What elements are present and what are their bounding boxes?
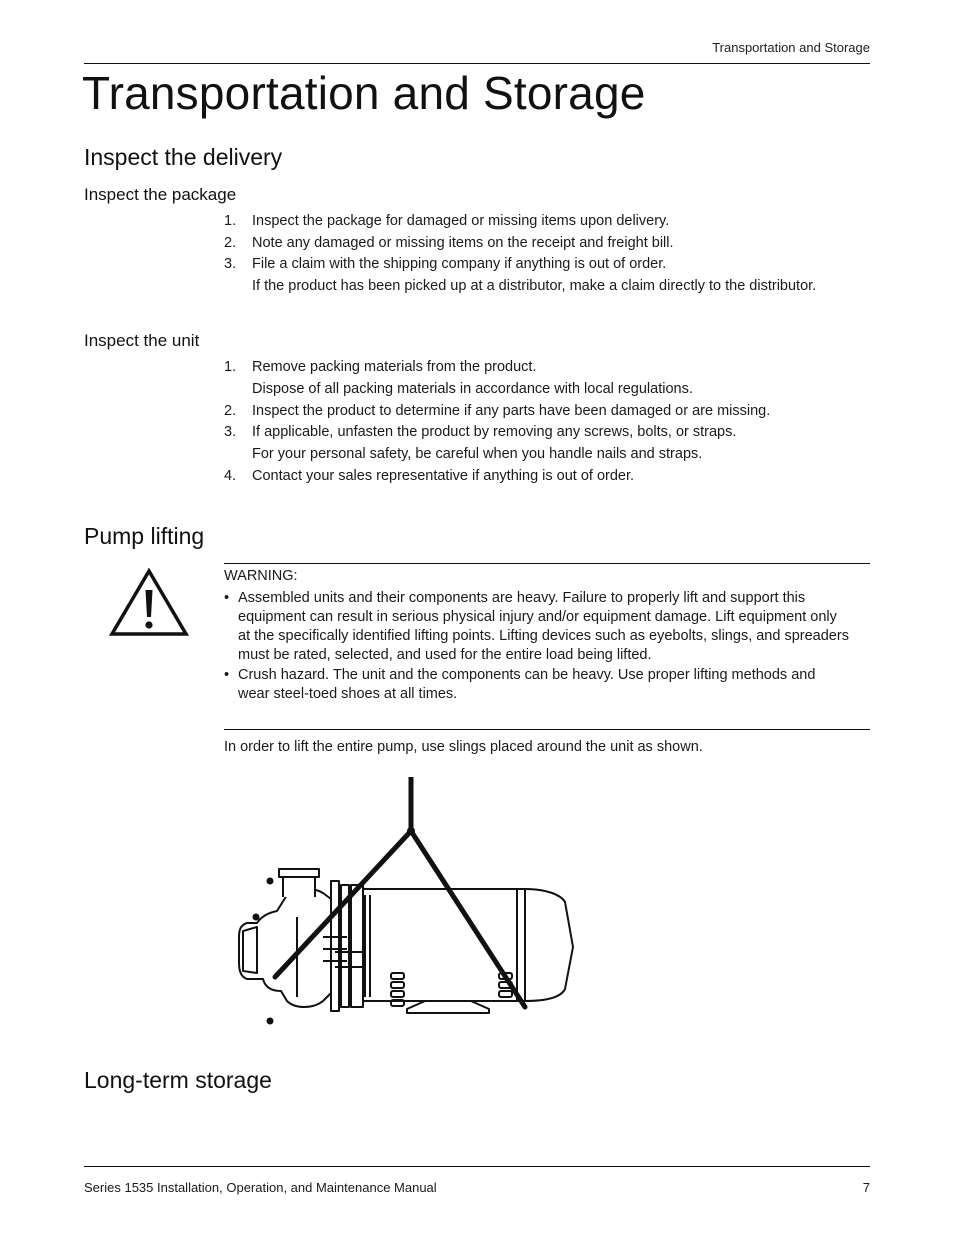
warning-top-rule	[224, 563, 870, 564]
section-heading-pump-lifting: Pump lifting	[84, 523, 205, 549]
step-text: Remove packing materials from the product.	[252, 359, 537, 375]
step-number: 1.	[224, 213, 237, 229]
warning-triangle-icon	[109, 568, 189, 638]
step-text: File a claim with the shipping company if anything is out of order.	[252, 256, 667, 272]
page-title: Transportation and Storage	[82, 67, 646, 119]
list-item	[224, 402, 844, 421]
step-text: Inspect the package for damaged or missing items upon delivery.	[252, 213, 670, 229]
lifting-paragraph: In order to lift the entire pump, use slings placed around the unit as shown.	[224, 739, 703, 755]
pump-lifting-illustration	[235, 777, 580, 1032]
subheading-inspect-package: Inspect the package	[84, 185, 237, 204]
step-number: 3.	[224, 256, 237, 272]
list-item	[224, 358, 844, 399]
step-number: 3.	[224, 424, 237, 440]
list-item	[224, 467, 844, 486]
list-item	[224, 212, 844, 231]
step-number: 2.	[224, 402, 237, 419]
warning-bullet	[224, 589, 850, 665]
footer-page-number: 7	[862, 1180, 870, 1195]
footer-rule	[84, 1166, 870, 1167]
step-number: 4.	[224, 467, 237, 484]
list-item	[224, 423, 844, 464]
warning-bullet	[224, 666, 850, 704]
warning-text: Assembled units and their components are heavy. Failure to properly lift and support this equipment can result in serious physical injury and/or equipment damage. Lift equipment only at the specifically identified lifting points. Lifting devices such as eyebolts, slings, and spreaders must be rated, selected, and used for the entire load being lifted.	[238, 590, 849, 663]
step-text: Note any damaged or missing items on the receipt and freight bill.	[252, 234, 674, 251]
step-text: Inspect the product to determine if any parts have been damaged or are missing.	[252, 402, 771, 419]
warning-bottom-rule	[224, 729, 870, 730]
bullet-dot: •	[224, 590, 230, 606]
step-subtext: Dispose of all packing materials in accordance with local regulations.	[252, 381, 693, 397]
step-subtext: If the product has been picked up at a distributor, make a claim directly to the distributor.	[252, 278, 817, 294]
step-subtext: For your personal safety, be careful when you handle nails and straps.	[252, 446, 703, 462]
step-number: 2.	[224, 234, 237, 251]
header-rule	[84, 63, 870, 64]
unit-steps-list	[224, 358, 844, 488]
running-header: Transportation and Storage	[712, 40, 870, 55]
warning-list	[224, 589, 850, 705]
subheading-inspect-unit: Inspect the unit	[84, 331, 200, 350]
step-text: Contact your sales representative if anything is out of order.	[252, 467, 635, 484]
footer-manual-title: Series 1535 Installation, Operation, and Maintenance Manual	[84, 1180, 437, 1195]
step-text: If applicable, unfasten the product by removing any screws, bolts, or straps.	[252, 424, 737, 440]
warning-text: Crush hazard. The unit and the components can be heavy. Use proper lifting methods and wear steel-toed shoes at all times.	[238, 667, 816, 702]
list-item	[224, 255, 844, 296]
step-number: 1.	[224, 359, 237, 375]
bullet-dot: •	[224, 667, 230, 683]
list-item	[224, 234, 844, 253]
section-heading-long-term-storage: Long-term storage	[84, 1067, 272, 1093]
warning-label: WARNING:	[224, 568, 298, 584]
package-steps-list	[224, 212, 844, 299]
section-heading-inspect-delivery: Inspect the delivery	[84, 144, 283, 170]
